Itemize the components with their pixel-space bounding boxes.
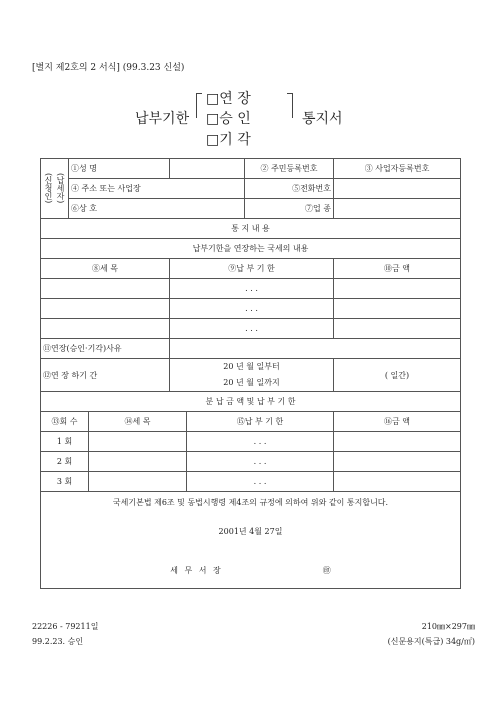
tax-item-cell — [41, 299, 170, 319]
amount-cell — [334, 299, 461, 319]
installment-amount-cell — [334, 472, 461, 492]
address-label: ④ 주소 또는 사업장 — [69, 179, 245, 199]
business-number-label: ③ 사업자등록번호 — [334, 159, 461, 179]
reason-value — [170, 339, 461, 359]
tax-item-cell — [41, 319, 170, 339]
form-identifier: [별지 제2호의 2 서식] (99.3.23 신설) — [32, 63, 185, 73]
taxpayer-label: (납세자) — [56, 173, 65, 204]
installment-due-date-cell: . . . — [187, 452, 334, 472]
extension-period-label: ⑫연 장 하기 간 — [41, 359, 170, 392]
amount-cell — [334, 319, 461, 339]
due-date-cell: . . . — [170, 299, 334, 319]
phone-label: ⑤전화번호 — [245, 179, 334, 199]
title-right-bracket — [287, 93, 293, 118]
footer-paper-type: (신문용지(특급) 34g/㎡) — [387, 637, 475, 646]
amount-header: ⑩금 액 — [334, 259, 461, 279]
table-row — [41, 432, 461, 452]
name-label: ①성 명 — [69, 159, 170, 179]
tax-office-chief: 세 무 서 장 — [170, 566, 223, 575]
title-left-bracket — [196, 93, 202, 118]
amount-cell — [334, 279, 461, 299]
table-row — [41, 299, 461, 319]
business-type-label: ⑦업 종 — [245, 199, 334, 219]
installment-amount-cell — [334, 432, 461, 452]
installment-tax-item-header: ⑭세 목 — [89, 412, 187, 432]
footer-paper-size: 210㎜×297㎜ — [421, 622, 475, 631]
installment-tax-item-cell — [89, 452, 187, 472]
table-row — [41, 452, 461, 472]
installment-due-date-header: ⑮납 부 기 한 — [187, 412, 334, 432]
tax-item-cell — [41, 279, 170, 299]
chief-line — [43, 565, 458, 576]
due-date-header: ⑨납 부 기 한 — [170, 259, 334, 279]
closing-block — [41, 492, 461, 589]
table-row — [41, 472, 461, 492]
phone-value — [334, 179, 461, 199]
legal-notice: 국세기본법 제6조 및 동법시행령 제4조의 규정에 의하여 위와 같이 통지합니다. — [112, 498, 389, 507]
footer-approval: 99.2.23. 승인 — [32, 637, 84, 646]
installment-due-date-cell: . . . — [187, 432, 334, 452]
title-main: 납부기한 — [135, 111, 190, 127]
period-from: 20 년 월 일부터 — [223, 362, 280, 371]
notice-form-table — [40, 158, 461, 589]
name-value — [170, 159, 245, 179]
title-option-rejection: □기 각 — [206, 132, 251, 148]
installment-section-header: 분 납 금 액 및 납 부 기 한 — [41, 392, 461, 412]
installment-count-cell: 1 회 — [41, 432, 89, 452]
title-option-extension: □연 장 — [206, 91, 251, 107]
applicant-label: (신청인) — [44, 173, 53, 204]
footer-code: 22226 - 79211일 — [32, 622, 99, 631]
due-date-cell: . . . — [170, 319, 334, 339]
extension-section-header: 납부기한을 연장하는 국세의 내용 — [41, 239, 461, 259]
title-suffix: 통지서 — [302, 111, 343, 127]
title-option-approval: □승 인 — [206, 111, 251, 127]
installment-amount-header: ⑯금 액 — [334, 412, 461, 432]
due-date-cell: . . . — [170, 279, 334, 299]
installment-tax-item-cell — [89, 432, 187, 452]
installment-tax-item-cell — [89, 472, 187, 492]
resident-number-label: ② 주민등록번호 — [245, 159, 334, 179]
trade-name-label: ⑥상 호 — [69, 199, 245, 219]
notice-section-header: 통 지 내 용 — [41, 219, 461, 239]
table-row — [41, 319, 461, 339]
table-row — [41, 279, 461, 299]
period-days: ( 일간) — [334, 359, 461, 392]
tax-item-header: ⑧세 목 — [41, 259, 170, 279]
reason-label: ⑪연장(승인·기각)사유 — [41, 339, 170, 359]
installment-count-cell: 2 회 — [41, 452, 89, 472]
installment-amount-cell — [334, 452, 461, 472]
extension-period-dates — [170, 359, 334, 392]
installment-due-date-cell: . . . — [187, 472, 334, 492]
installment-count-cell: 3 회 — [41, 472, 89, 492]
period-to: 20 년 월 일까지 — [223, 378, 280, 387]
installment-count-header: ⑬회 수 — [41, 412, 89, 432]
seal-mark: ㊞ — [322, 566, 331, 575]
business-type-value — [334, 199, 461, 219]
issue-date: 2001년 4월 27일 — [218, 527, 283, 536]
applicant-group-label — [41, 159, 69, 219]
